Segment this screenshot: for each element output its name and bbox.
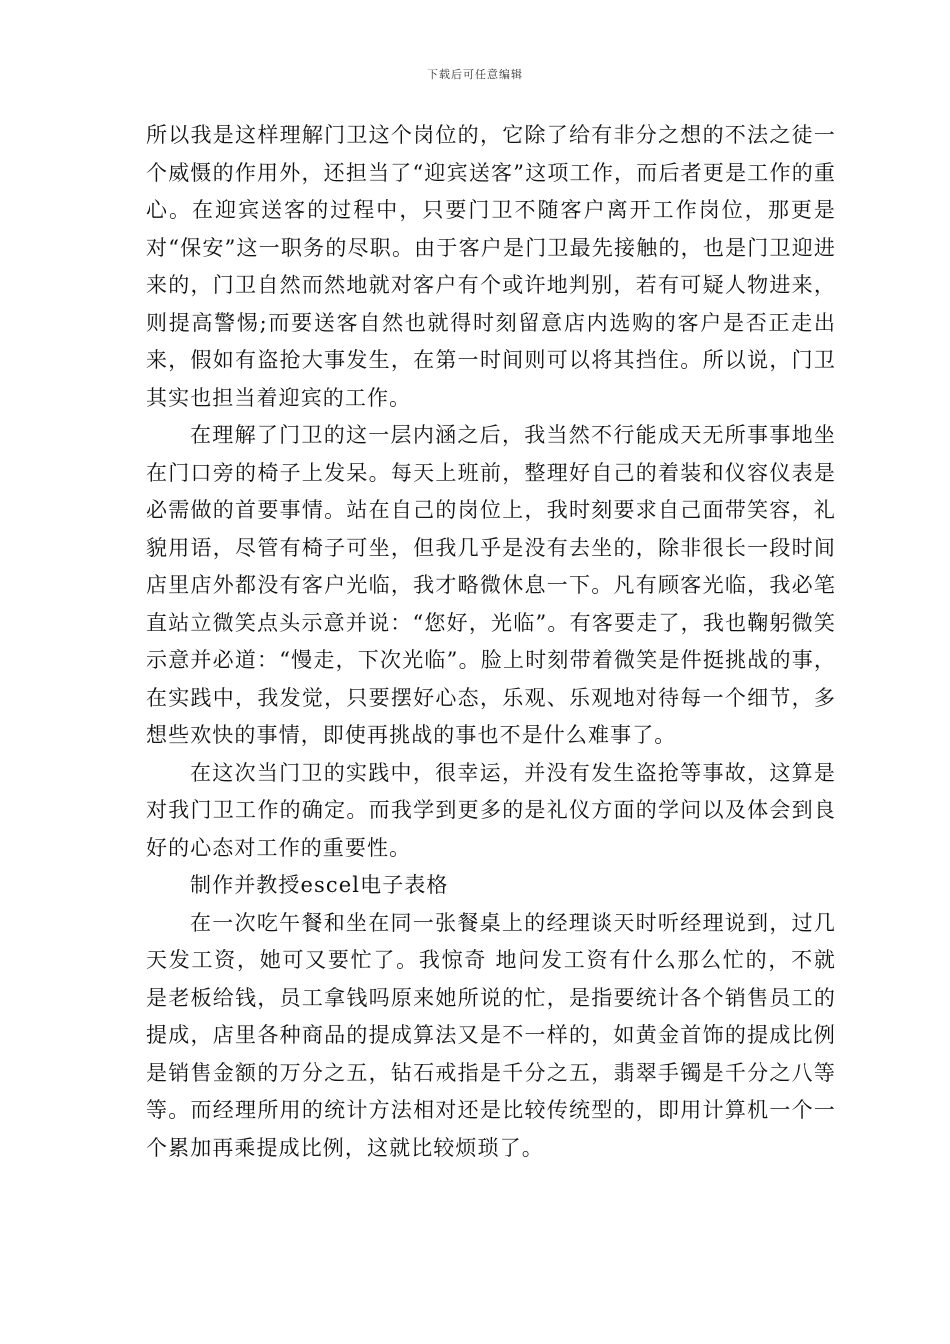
section-heading-spreadsheet: 制作并教授escel电子表格	[190, 873, 449, 897]
document-body	[146, 117, 836, 1167]
header-note: 下载后可任意编辑	[427, 68, 523, 81]
paragraph-practice-summary: 在这次当门卫的实践中，很幸运，并没有发生盗抢等事故，这算是对我门卫工作的确定。而我学到更多的是礼仪方面的学问以及体会到良好的心态对工作的重要性。	[146, 760, 836, 860]
paragraph-gatekeeper-role: 所以我是这样理解门卫这个岗位的，它除了给有非分之想的不法之徒一个威慑的作用外，还担当了“迎宾送客”这项工作，而后者更是工作的重心。在迎宾送客的过程中，只要门卫不随客户离开工作岗位，那更是对“保安”这一职务的尽职。由于客户是门卫最先接触的，也是门卫迎进来的，门卫自然而然地就对客户有个或许地判别，若有可疑人物进来，则提高警惕;而要送客自然也就得时刻留意店内选购的客户是否正走出来，假如有盗抢大事发生，在第一时间则可以将其挡住。所以说，门卫其实也担当着迎宾的工作。	[146, 123, 836, 410]
paragraph-daily-duties: 在理解了门卫的这一层内涵之后，我当然不行能成天无所事事地坐在门口旁的椅子上发呆。每天上班前，整理好自己的着装和仪容仪表是必需做的首要事情。站在自己的岗位上，我时刻要求自己面带笑容，礼貌用语，尽管有椅子可坐，但我几乎是没有去坐的，除非很长一段时间店里店外都没有客户光临，我才略微休息一下。凡有顾客光临，我必笔直站立微笑点头示意并说：“您好，光临”。有客要走了，我也鞠躬微笑示意并必道：“慢走，下次光临”。脸上时刻带着微笑是件挺挑战的事，在实践中，我发觉，只要摆好心态，乐观、乐观地对待每一个细节，多想些欢快的事情，即使再挑战的事也不是什么难事了。	[146, 423, 836, 747]
paragraph-payroll-story: 在一次吃午餐和坐在同一张餐桌上的经理谈天时听经理说到，过几天发工资，她可又要忙了。我惊奇 地问发工资有什么那么忙的，不就是老板给钱，员工拿钱吗原来她所说的忙，是指要统计各个销售员工的提成，店里各种商品的提成算法又是不一样的，如黄金首饰的提成比例是销售金额的万分之五，钻石戒指是千分之五，翡翠手镯是千分之八等等。而经理所用的统计方法相对还是比较传统型的，即用计算机一个一个累加再乘提成比例，这就比较烦琐了。	[146, 910, 836, 1160]
